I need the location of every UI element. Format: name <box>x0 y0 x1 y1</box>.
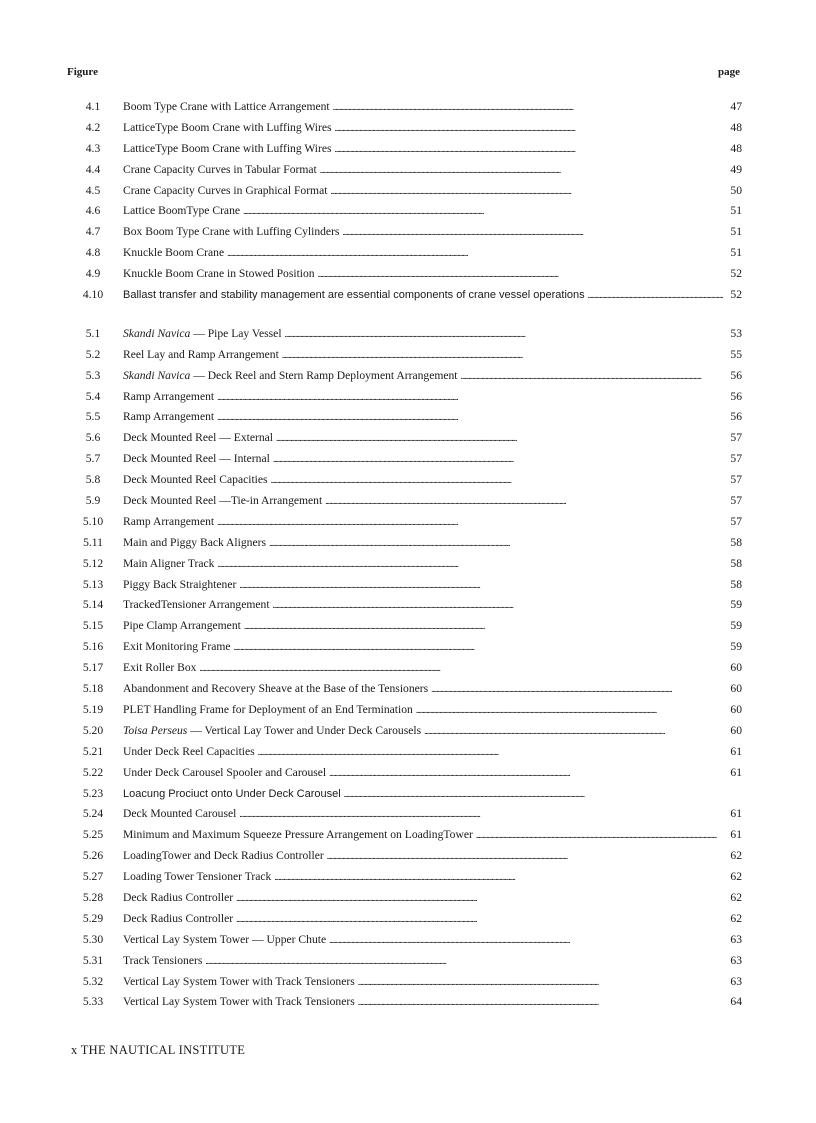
figure-title-text: Deck Mounted Reel Capacities <box>123 473 268 487</box>
figure-title-text: TrackedTensioner Arrangement <box>123 598 270 612</box>
figure-number: 5.33 <box>82 995 104 1009</box>
page-number: 60 <box>730 723 742 737</box>
figure-number: 5.11 <box>83 535 103 549</box>
dot-leader <box>358 972 723 993</box>
toc-entry <box>70 533 742 554</box>
toc-entry <box>70 407 742 428</box>
toc-entry <box>70 118 742 139</box>
toc-entry <box>70 264 742 285</box>
page-number: 57 <box>730 514 742 528</box>
dot-leader <box>329 763 723 784</box>
figure-title-text: Ramp Arrangement <box>123 410 215 424</box>
figure-number: 5.16 <box>82 640 104 654</box>
figure-title <box>123 992 355 1013</box>
dot-leader <box>239 804 723 825</box>
page-number: 48 <box>730 120 742 134</box>
dot-leader <box>217 407 723 428</box>
figure-title <box>123 888 233 909</box>
page-number: 59 <box>730 598 742 612</box>
toc-entry <box>70 637 742 658</box>
page-number: 59 <box>730 640 742 654</box>
page-number: 48 <box>730 141 742 155</box>
figure-title-text: Ballast transfer and stability management are essential components of crane vessel operations <box>123 289 585 302</box>
figure-title <box>123 366 458 387</box>
figure-title-text: PLET Handling Frame for Deployment of an End Termination <box>123 702 413 716</box>
toc-entry <box>70 366 742 387</box>
dot-leader <box>236 888 723 909</box>
figure-number: 4.8 <box>85 246 101 260</box>
figure-title <box>123 721 421 742</box>
figure-title-text: Minimum and Maximum Squeeze Pressure Arrangement on LoadingTower <box>123 828 473 842</box>
figure-title <box>123 867 271 888</box>
dot-leader <box>273 449 723 470</box>
page-number: 63 <box>730 932 742 946</box>
dot-leader <box>274 867 723 888</box>
page-number: 57 <box>730 431 742 445</box>
figure-number: 5.6 <box>85 431 101 445</box>
list-of-figures <box>70 97 742 1013</box>
figure-title-text: Loading Tower Tensioner Track <box>123 870 272 884</box>
figure-number: 4.10 <box>82 288 104 302</box>
dot-leader <box>234 637 723 658</box>
page-number: 53 <box>730 326 742 340</box>
dot-leader <box>276 428 723 449</box>
toc-entry <box>70 222 742 243</box>
page-number: 61 <box>730 807 742 821</box>
figure-title-text: Ramp Arrangement <box>123 514 215 528</box>
figure-title-text: Knuckle Boom Crane <box>123 246 225 260</box>
figure-title-text: Pipe Clamp Arrangement <box>123 619 241 633</box>
toc-entry <box>70 700 742 721</box>
figure-title-text: Vertical Lay System Tower with Track Tensioners <box>123 995 355 1009</box>
toc-entry <box>70 324 742 345</box>
figure-title <box>123 264 315 285</box>
figure-number: 4.3 <box>85 141 101 155</box>
dot-leader <box>271 470 723 491</box>
figure-title-text: — Deck Reel and Stern Ramp Deployment Arrangement <box>190 368 458 382</box>
toc-entry <box>70 428 742 449</box>
figure-number: 5.28 <box>82 890 104 904</box>
toc-entry <box>70 763 742 784</box>
toc-entry <box>70 139 742 160</box>
page-number: 57 <box>730 494 742 508</box>
dot-leader <box>320 160 723 181</box>
toc-entry <box>70 951 742 972</box>
figure-number: 5.13 <box>82 577 104 591</box>
page-number: 60 <box>730 682 742 696</box>
figure-number: 5.23 <box>82 786 104 800</box>
figure-title <box>123 554 214 575</box>
dot-leader <box>325 491 723 512</box>
dot-leader <box>244 616 723 637</box>
toc-entry <box>70 575 742 596</box>
figure-number: 5.30 <box>82 932 104 946</box>
toc-entry <box>70 742 742 763</box>
dot-leader <box>205 951 723 972</box>
figure-title-text: Deck Radius Controller <box>123 890 234 904</box>
figure-title-text: Main and Piggy Back Aligners <box>123 535 266 549</box>
figure-title-text: Deck Radius Controller <box>123 911 234 925</box>
toc-entry <box>70 804 742 825</box>
page-number: 57 <box>730 452 742 466</box>
toc-entry <box>70 784 742 805</box>
figure-title-text: LatticeType Boom Crane with Luffing Wires <box>123 141 332 155</box>
figure-number: 5.22 <box>82 765 104 779</box>
page-number: 58 <box>730 556 742 570</box>
dot-leader <box>227 243 723 264</box>
dot-leader <box>476 825 723 846</box>
figure-title-text: Crane Capacity Curves in Graphical Format <box>123 183 328 197</box>
figure-title <box>123 470 268 491</box>
figure-title <box>123 658 196 679</box>
figure-title-text: Loacung Prociuct onto Under Deck Carousel <box>123 787 341 800</box>
page-number: 51 <box>730 225 742 239</box>
page-number: 62 <box>730 911 742 925</box>
figure-number: 4.1 <box>85 100 101 113</box>
page-number: 63 <box>730 953 742 967</box>
figure-title-text: — Pipe Lay Vessel <box>190 326 282 340</box>
toc-entry <box>70 201 742 222</box>
figure-title-text: Vertical Lay System Tower with Track Tensioners <box>123 974 355 988</box>
figure-title-text: Ramp Arrangement <box>123 389 215 403</box>
dot-leader <box>269 533 723 554</box>
page-number: 60 <box>730 661 742 675</box>
figure-title <box>123 930 326 951</box>
figure-title-text: Deck Mounted Reel — Internal <box>123 452 270 466</box>
toc-entry <box>70 721 742 742</box>
figure-number: 5.5 <box>85 410 101 424</box>
dot-leader <box>199 658 723 679</box>
figure-title-text: Vertical Lay System Tower — Upper Chute <box>123 932 327 946</box>
page-number: 57 <box>730 473 742 487</box>
dot-leader <box>461 366 723 387</box>
page-number: 56 <box>730 389 742 403</box>
figure-title <box>123 951 202 972</box>
figure-number: 5.19 <box>82 702 104 716</box>
dot-leader <box>258 742 723 763</box>
toc-entry <box>70 512 742 533</box>
page-number: 51 <box>730 246 742 260</box>
page-number: 55 <box>730 347 742 361</box>
figure-title <box>123 201 240 222</box>
figure-number: 4.5 <box>85 183 101 197</box>
figure-number: 5.1 <box>85 326 101 340</box>
figure-title-text: Exit Roller Box <box>123 661 197 675</box>
figure-title-text: Boom Type Crane with Lattice Arrangement <box>123 100 330 113</box>
figure-title <box>123 512 214 533</box>
figure-number: 5.2 <box>85 347 101 361</box>
figure-title <box>123 139 332 160</box>
toc-header <box>67 66 740 78</box>
figure-title <box>123 700 413 721</box>
dot-leader <box>243 201 723 222</box>
figure-title-text: Main Aligner Track <box>123 556 215 570</box>
toc-entry <box>70 470 742 491</box>
figure-title <box>123 222 339 243</box>
vessel-name: Skandi Navica <box>123 326 191 340</box>
dot-leader <box>318 264 723 285</box>
figure-title-text: Exit Monitoring Frame <box>123 640 231 654</box>
figure-title <box>123 679 428 700</box>
toc-entry <box>70 679 742 700</box>
dot-leader <box>342 222 723 243</box>
toc-entry <box>70 909 742 930</box>
figure-number: 5.27 <box>82 870 104 884</box>
figure-number: 5.29 <box>82 911 104 925</box>
figure-number: 5.7 <box>85 452 101 466</box>
figure-title <box>123 407 214 428</box>
figure-title-text: Under Deck Reel Capacities <box>123 744 255 758</box>
figure-title <box>123 181 327 202</box>
dot-leader <box>285 324 723 345</box>
figure-number: 5.26 <box>82 849 104 863</box>
page-number: 50 <box>730 183 742 197</box>
toc-entry <box>70 491 742 512</box>
dot-leader <box>236 909 723 930</box>
dot-leader <box>588 285 723 306</box>
dot-leader <box>333 97 723 118</box>
figure-title-text: LatticeType Boom Crane with Luffing Wires <box>123 120 332 134</box>
dot-leader <box>282 345 723 366</box>
page-number: 60 <box>730 702 742 716</box>
dot-leader <box>335 139 723 160</box>
figure-title-text: Abandonment and Recovery Sheave at the Base of the Tensioners <box>123 682 429 696</box>
figure-title <box>123 742 255 763</box>
figure-number: 5.3 <box>85 368 101 382</box>
toc-entry <box>70 930 742 951</box>
page-number: 58 <box>730 535 742 549</box>
figure-title <box>123 637 231 658</box>
dot-leader <box>217 512 723 533</box>
page-number: 61 <box>730 828 742 842</box>
dot-leader <box>273 595 723 616</box>
figure-title <box>123 763 326 784</box>
page-number: 49 <box>730 162 742 176</box>
figure-title <box>123 97 330 118</box>
figure-title <box>123 160 317 181</box>
page-number: 62 <box>730 870 742 884</box>
page-number: 61 <box>730 744 742 758</box>
toc-entry <box>70 97 742 118</box>
page-number: 63 <box>730 974 742 988</box>
page-number: 64 <box>730 995 742 1009</box>
page-number: 61 <box>730 765 742 779</box>
page-number: 56 <box>730 410 742 424</box>
figure-number: 5.17 <box>82 661 104 675</box>
toc-entry <box>70 387 742 408</box>
vessel-name: Skandi Navica <box>123 368 191 382</box>
figure-number: 5.31 <box>82 953 104 967</box>
toc-entry <box>70 992 742 1013</box>
toc-entry <box>70 888 742 909</box>
figure-number: 5.18 <box>82 682 104 696</box>
figure-number: 5.12 <box>82 556 104 570</box>
figure-number: 5.25 <box>82 828 104 842</box>
page-number: 51 <box>730 204 742 218</box>
figure-title <box>123 449 270 470</box>
figure-title <box>123 387 214 408</box>
dot-leader <box>239 575 723 596</box>
figure-title <box>123 846 324 867</box>
vessel-name: Toisa Perseus <box>123 723 188 737</box>
dot-leader <box>335 118 723 139</box>
figure-title <box>123 324 282 345</box>
figure-title-text: Box Boom Type Crane with Luffing Cylinders <box>123 225 340 239</box>
figure-title-text: Under Deck Carousel Spooler and Carousel <box>123 765 327 779</box>
page-footer: x THE NAUTICAL INSTITUTE <box>71 1043 246 1057</box>
figure-number: 5.21 <box>82 744 104 758</box>
figure-title-text: — Vertical Lay Tower and Under Deck Carousels <box>187 723 422 737</box>
dot-leader <box>217 554 723 575</box>
toc-entry <box>70 160 742 181</box>
figure-title <box>123 909 233 930</box>
figure-title <box>123 345 279 366</box>
figure-title-text: LoadingTower and Deck Radius Controller <box>123 849 324 863</box>
figure-number: 5.24 <box>82 807 104 821</box>
toc-entry <box>70 285 742 306</box>
dot-leader <box>344 784 723 805</box>
page-number: 56 <box>730 368 742 382</box>
toc-entry <box>70 181 742 202</box>
figure-title-text: Knuckle Boom Crane in Stowed Position <box>123 267 315 281</box>
figure-number: 5.4 <box>85 389 101 403</box>
dot-leader <box>329 930 723 951</box>
figure-number: 5.14 <box>82 598 104 612</box>
figure-title <box>123 118 332 139</box>
figure-column-heading: Figure <box>67 66 98 78</box>
dot-leader <box>431 679 723 700</box>
figure-title-text: Track Tensioners <box>123 953 203 967</box>
figure-number: 4.4 <box>85 162 101 176</box>
figure-number: 5.10 <box>82 514 104 528</box>
toc-entry <box>70 554 742 575</box>
figure-number: 5.20 <box>82 723 104 737</box>
figure-number: 4.2 <box>85 120 101 134</box>
dot-leader <box>327 846 723 867</box>
page-number: 47 <box>730 100 742 113</box>
figure-number: 5.15 <box>82 619 104 633</box>
dot-leader <box>416 700 723 721</box>
figure-title <box>123 491 322 512</box>
figure-title <box>123 972 355 993</box>
figure-title-text: Crane Capacity Curves in Tabular Format <box>123 162 317 176</box>
dot-leader <box>358 992 723 1013</box>
figure-title-text: Lattice BoomType Crane <box>123 204 241 218</box>
figure-title-text: Deck Mounted Carousel <box>123 807 237 821</box>
toc-entry <box>70 825 742 846</box>
dot-leader <box>424 721 723 742</box>
page-number: 62 <box>730 890 742 904</box>
figure-title <box>123 616 241 637</box>
dot-leader <box>217 387 723 408</box>
figure-title <box>123 784 341 805</box>
figure-number: 5.9 <box>85 494 101 508</box>
toc-entry <box>70 449 742 470</box>
toc-entry <box>70 846 742 867</box>
page-number: 52 <box>730 267 742 281</box>
figure-title-text: Deck Mounted Reel —Tie-in Arrangement <box>123 494 323 508</box>
page-number: 59 <box>730 619 742 633</box>
toc-entry <box>70 867 742 888</box>
page-number: 58 <box>730 577 742 591</box>
toc-entry <box>70 595 742 616</box>
toc-entry <box>70 243 742 264</box>
page-number: 62 <box>730 849 742 863</box>
toc-entry <box>70 972 742 993</box>
dot-leader <box>330 181 723 202</box>
figure-number: 4.9 <box>85 267 101 281</box>
page-number: 52 <box>730 288 742 302</box>
figure-title-text: Reel Lay and Ramp Arrangement <box>123 347 279 361</box>
figure-title-text: Deck Mounted Reel — External <box>123 431 274 445</box>
toc-entry <box>70 616 742 637</box>
figure-title <box>123 825 473 846</box>
figure-title <box>123 243 224 264</box>
figure-number: 5.8 <box>85 473 101 487</box>
figure-title-text: Piggy Back Straightener <box>123 577 237 591</box>
page-column-heading: page <box>718 66 740 78</box>
figure-number: 5.32 <box>82 974 104 988</box>
figure-number: 4.6 <box>85 204 101 218</box>
figure-title <box>123 533 266 554</box>
figure-title <box>123 595 270 616</box>
figure-title <box>123 428 273 449</box>
toc-entry <box>70 345 742 366</box>
figure-title <box>123 804 236 825</box>
figure-title <box>123 575 236 596</box>
toc-entry <box>70 658 742 679</box>
figure-title <box>123 285 585 306</box>
figure-number: 4.7 <box>85 225 101 239</box>
